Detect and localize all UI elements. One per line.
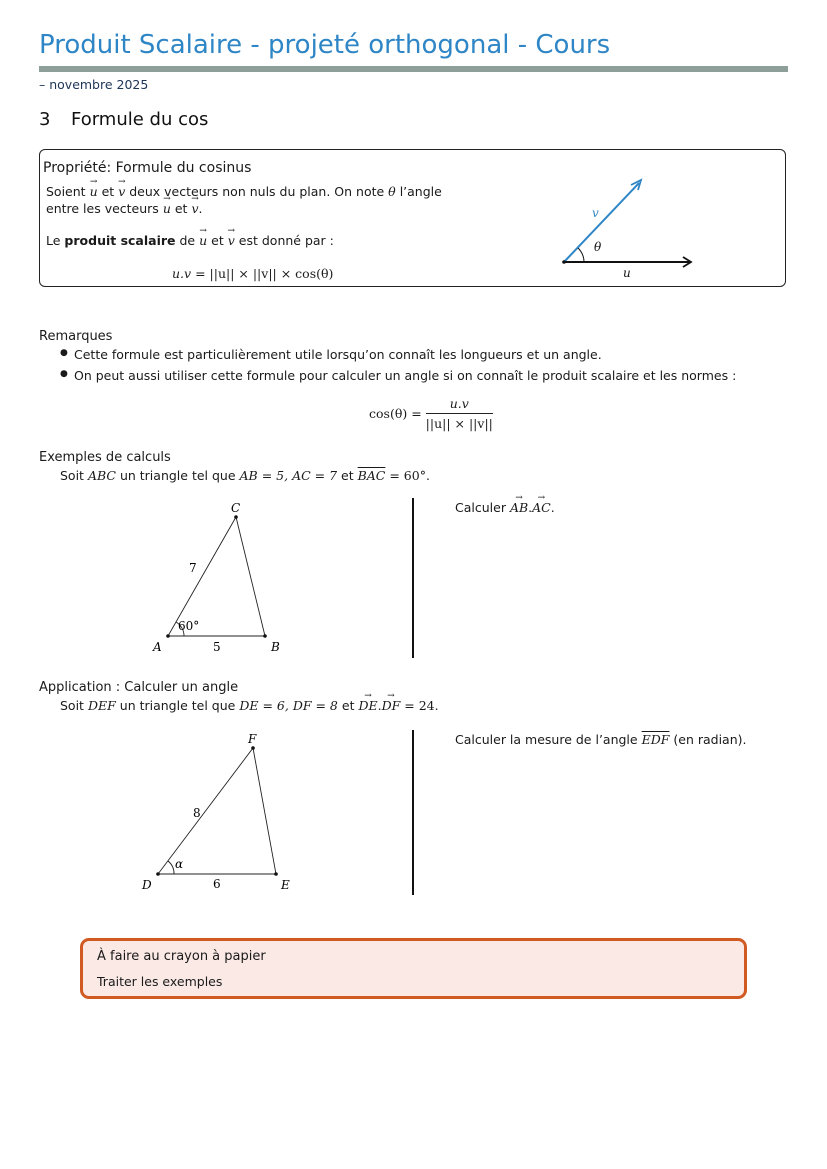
point-d <box>156 872 160 876</box>
examples-triangle: ABC <box>87 468 116 483</box>
page-title: Produit Scalaire - projeté orthogonal - Cours <box>39 30 611 60</box>
property-line1-end: l’angle <box>399 184 442 199</box>
angle-d-arc <box>168 861 174 874</box>
label-side-ab: 5 <box>213 640 221 654</box>
label-angle-d: α <box>175 857 184 871</box>
application-vec2: → DF <box>382 697 401 714</box>
column-separator <box>412 498 414 658</box>
property-le: Le <box>46 233 61 248</box>
property-formula <box>172 265 333 282</box>
application-df: DF = 8 <box>292 698 338 713</box>
examples-question-prefix: Calculer <box>455 500 506 515</box>
property-soient: Soient <box>46 184 86 199</box>
triangle-def <box>158 748 276 874</box>
section-title: Formule du cos <box>71 109 209 130</box>
section-number: 3 <box>39 109 51 130</box>
label-side-ac: 7 <box>189 561 197 575</box>
application-value: = 24. <box>404 698 439 713</box>
application-question-prefix: Calculer la mesure de l’angle <box>455 732 638 747</box>
todo-box <box>80 938 747 999</box>
point-c <box>234 515 238 519</box>
examples-angle: $\overline{BAC}$ <box>357 468 386 483</box>
cos-formula <box>369 395 493 432</box>
vector-u: → u <box>90 183 98 200</box>
cos-formula-fraction <box>426 395 493 432</box>
point-b <box>263 634 267 638</box>
figure-label-u: u <box>623 266 631 280</box>
formula-rhs: = ||u|| × ||v|| × cos(θ) <box>195 266 334 281</box>
examples-title: Exemples de calculs <box>39 450 171 465</box>
application-title: Application : Calculer un angle <box>39 680 239 695</box>
formula-lhs: u.v <box>172 266 192 281</box>
application-soit: Soit <box>60 698 84 713</box>
point-f <box>251 746 255 750</box>
label-angle-a: 60° <box>178 619 200 633</box>
application-statement: Soit DEF un triangle tel que DE = 6, DF = 8 et → DE.→ DF = 24. <box>60 697 439 714</box>
property-line2-start: entre les vecteurs <box>46 201 159 216</box>
remarks-title: Remarques <box>39 329 113 344</box>
vector-v: → v <box>228 232 235 249</box>
property-line3-end: est donné par : <box>238 233 334 248</box>
property-et: et <box>174 201 188 216</box>
property-de: de <box>179 233 196 248</box>
examples-question: Calculer → AB.→ AC. <box>455 499 555 516</box>
property-bold-term: produit scalaire <box>64 233 176 248</box>
cos-formula-numerator: u.v <box>426 395 493 414</box>
point-a <box>166 634 170 638</box>
examples-soit: Soit <box>60 468 84 483</box>
examples-ac: AC = 7 <box>292 468 338 483</box>
title-rule <box>39 66 788 72</box>
label-side-de: 6 <box>213 877 221 891</box>
examples-ab: AB = 5, <box>239 468 289 483</box>
theta-arc <box>578 248 584 262</box>
figure-label-theta: θ <box>594 240 602 254</box>
page-date: – novembre 2025 <box>39 77 149 92</box>
property-line-2: entre les vecteurs → u et → v. <box>46 200 202 217</box>
application-vec1: → DE <box>358 697 377 714</box>
section-heading <box>39 109 208 130</box>
label-e: E <box>281 878 290 892</box>
application-et: et <box>341 698 355 713</box>
application-question-angle: $\overline{EDF}$ <box>641 732 670 747</box>
property-et: et <box>101 184 115 199</box>
remark-item-2: ● On peut aussi utiliser cette formule pour calculer un angle si on connaît le produit scalaire et les normes : <box>74 368 736 383</box>
todo-body: Traiter les exemples <box>97 974 223 989</box>
property-line-1 <box>46 183 442 200</box>
cos-formula-lhs: cos(θ) = <box>369 406 422 421</box>
vector-u: → u <box>163 200 171 217</box>
property-et: et <box>211 233 224 248</box>
property-title: Propriété: Formule du cosinus <box>43 160 252 176</box>
vector-angle-figure <box>540 170 710 285</box>
triangle-def-figure <box>140 730 310 895</box>
label-b: B <box>271 640 280 654</box>
examples-mid: un triangle tel que <box>119 468 236 483</box>
origin-point <box>562 260 566 264</box>
triangle-abc-figure <box>140 495 310 660</box>
application-question-suffix: (en radian). <box>673 732 747 747</box>
label-f: F <box>248 732 257 746</box>
column-separator <box>412 730 414 895</box>
cos-formula-denominator: ||u|| × ||v|| <box>425 416 493 431</box>
property-line-3 <box>46 232 334 249</box>
application-question <box>455 731 747 748</box>
label-d: D <box>142 878 152 892</box>
label-c: C <box>231 501 241 515</box>
vector-u: → u <box>199 232 207 249</box>
examples-question-vec2: → AC <box>532 499 551 516</box>
application-mid: un triangle tel que <box>119 698 236 713</box>
property-line1-rest: deux vecteurs non nuls du plan. On note <box>129 184 385 199</box>
application-de: DE = 6, <box>239 698 289 713</box>
point-e <box>274 872 278 876</box>
theta-symbol: θ <box>388 184 396 199</box>
examples-angle-value: = 60°. <box>389 468 430 483</box>
vector-v: → v <box>118 183 125 200</box>
label-a: A <box>153 640 162 654</box>
vector-v: → v <box>191 200 198 217</box>
todo-title: À faire au crayon à papier <box>97 949 266 964</box>
label-side-df: 8 <box>193 806 201 820</box>
examples-statement <box>60 467 430 484</box>
remark-item-1: ● Cette formule est particulièrement utile lorsqu’on connaît les longueurs et un angle. <box>74 347 602 362</box>
application-triangle: DEF <box>87 698 116 713</box>
examples-et: et <box>341 468 354 483</box>
examples-question-vec1: → AB <box>510 499 528 516</box>
vector-v-line <box>564 183 639 262</box>
figure-label-v: v <box>592 206 599 220</box>
